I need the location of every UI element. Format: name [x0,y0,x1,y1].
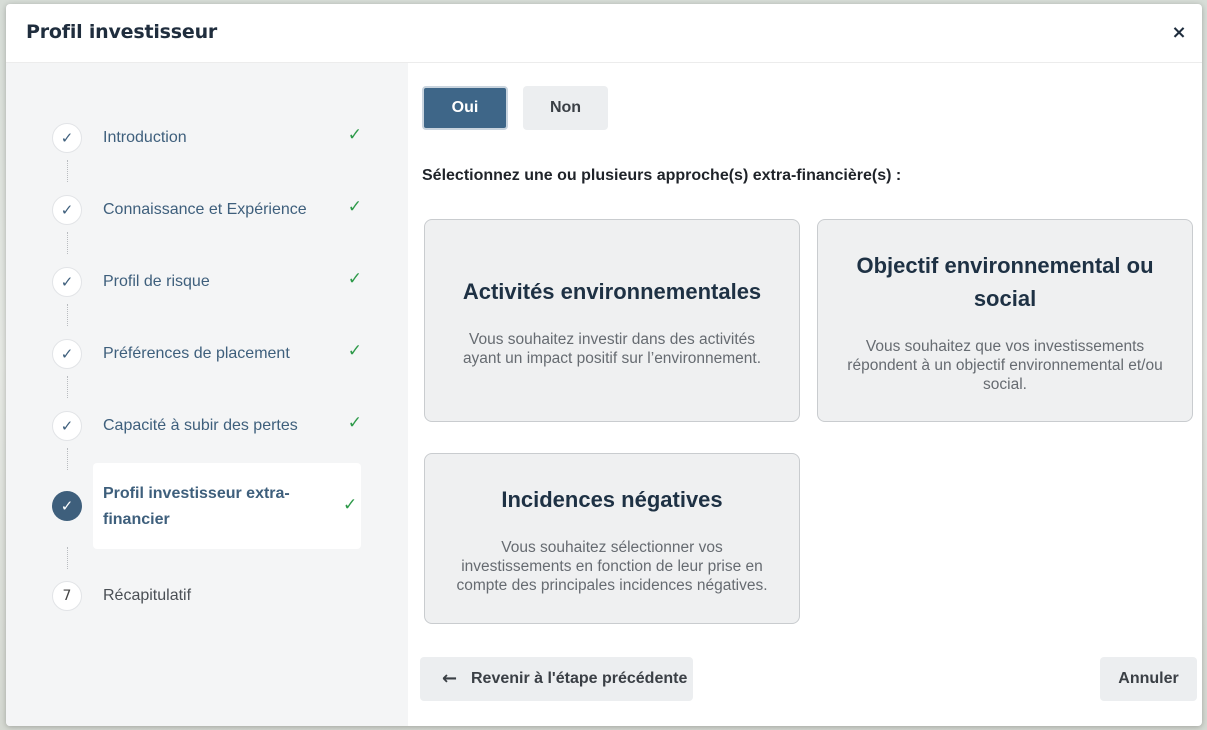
step-label: Récapitulatif [103,587,192,604]
check-icon: ✓ [52,195,82,225]
modal-title: Profil investisseur [26,21,218,43]
card-objectif-environnemental[interactable] [817,219,1193,422]
step-label: Préférences de placement [103,345,290,362]
main-content [408,63,1202,726]
arrow-left-icon: ← [442,668,458,689]
cancel-button[interactable]: Annuler [1100,657,1197,701]
check-icon: ✓ [52,411,82,441]
step-capacite-pertes[interactable] [52,404,364,448]
no-button[interactable]: Non [523,86,608,130]
step-profil-risque[interactable] [52,260,364,304]
step-connector [67,232,68,254]
yes-button[interactable]: Oui [422,86,508,130]
card-incidences-negatives[interactable] [424,453,800,624]
completed-check-icon: ✓ [343,495,358,514]
check-icon: ✓ [52,491,82,521]
step-connector [67,376,68,398]
close-icon[interactable]: × [1171,22,1187,43]
modal-header [6,4,1202,63]
card-title: Objectif environnemental ou social [856,253,1154,311]
card-title: Incidences négatives [501,487,723,512]
step-introduction[interactable] [52,116,364,160]
step-connaissance[interactable] [52,188,364,232]
step-preferences[interactable] [52,332,364,376]
step-label: Introduction [103,129,187,146]
card-title: Activités environnementales [462,279,762,304]
card-description: Vous souhaitez que vos investissements répondent à un objectif environnemental et/ou social. [847,338,1163,393]
card-description: Vous souhaitez investir dans des activités ayant un impact positif sur l’environnement. [462,331,762,367]
previous-step-label: Revenir à l'étape précédente [471,670,688,687]
step-recapitulatif[interactable] [52,574,364,618]
step-connector [67,547,68,569]
step-label: Connaissance et Expérience [103,201,307,218]
previous-step-button[interactable] [420,657,693,701]
completed-check-icon: ✓ [347,341,362,360]
step-extra-financier[interactable] [93,463,361,549]
card-description: Vous souhaitez sélectionner vos investissements en fonction de leur prise en compte des principales incidences négatives. [456,539,768,594]
check-icon: ✓ [52,267,82,297]
step-label: Profil de risque [103,273,210,290]
completed-check-icon: ✓ [347,197,362,216]
step-number: 7 [52,581,82,611]
step-connector [67,160,68,182]
step-connector [67,448,68,470]
stepper-sidebar [6,63,408,726]
completed-check-icon: ✓ [347,413,362,432]
investor-profile-modal [6,4,1202,726]
step-label: Profil investisseur extra-financier [103,485,290,528]
check-icon: ✓ [52,339,82,369]
step-label: Capacité à subir des pertes [103,417,298,434]
check-icon: ✓ [52,123,82,153]
step-connector [67,304,68,326]
card-activites-environnementales[interactable] [424,219,800,422]
completed-check-icon: ✓ [347,125,362,144]
completed-check-icon: ✓ [347,269,362,288]
approach-question: Sélectionnez une ou plusieurs approche(s) extra-financière(s) : [422,167,902,184]
